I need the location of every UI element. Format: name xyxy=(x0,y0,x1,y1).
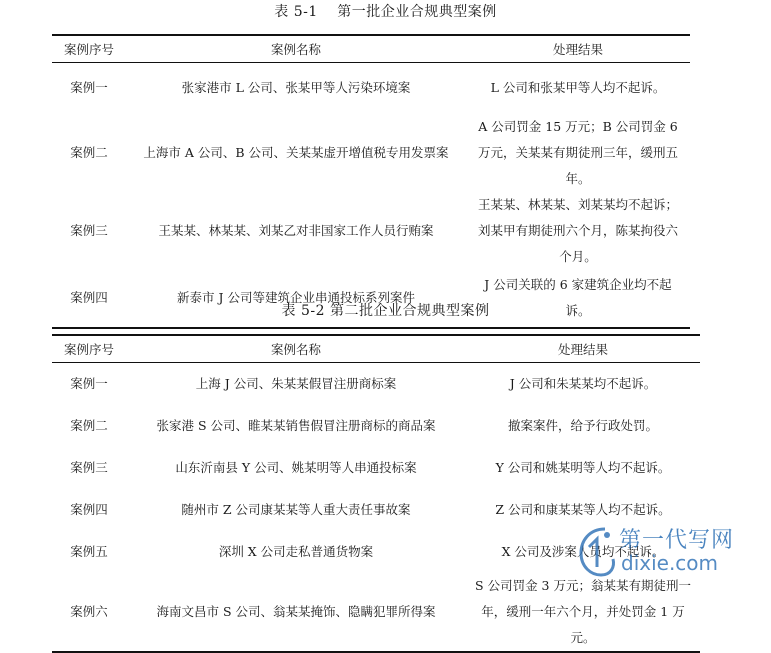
watermark xyxy=(575,521,765,581)
case-result: L 公司和张某甲等人均不起诉。 xyxy=(490,80,666,96)
case-number: 案例二 xyxy=(70,144,108,160)
case-name: 深圳 X 公司走私普通货物案 xyxy=(218,543,374,559)
case-result: X 公司及涉案人员均不起诉。 xyxy=(501,543,665,559)
table-row xyxy=(52,573,700,652)
case-name: 山东沂南县 Y 公司、姚某明等人串通投标案 xyxy=(175,459,417,475)
table2-header-name: 案例名称 xyxy=(126,335,466,363)
table1-header-result: 处理结果 xyxy=(466,35,690,63)
table2-header-no: 案例序号 xyxy=(52,335,126,363)
case-result: 撤案案件，给予行政处罚。 xyxy=(507,417,658,433)
table1-header-row xyxy=(52,35,690,63)
table-row xyxy=(52,363,700,405)
table1-header-no: 案例序号 xyxy=(52,35,126,63)
table-row xyxy=(52,447,700,489)
case-name: 张家港市 L 公司、张某甲等人污染环境案 xyxy=(181,80,411,96)
case-result: S 公司罚金 3 万元；翁某某有期徒刑一年，缓刑一年六个月，并处罚金 1 万元。 xyxy=(466,573,700,652)
case-result: J 公司关联的 6 家建筑企业均不起诉。 xyxy=(466,270,690,328)
table2-caption: 表 5-2 第二批企业合规典型案例 xyxy=(281,303,490,319)
case-number: 案例二 xyxy=(70,417,108,433)
case-result: Z 公司和康某某等人均不起诉。 xyxy=(495,501,671,517)
case-number: 案例六 xyxy=(52,573,126,652)
case-name: 上海 J 公司、朱某某假冒注册商标案 xyxy=(195,375,397,391)
table2-header-result: 处理结果 xyxy=(466,335,700,363)
case-name: 新泰市 J 公司等建筑企业串通投标系列案件 xyxy=(126,270,466,328)
table-row xyxy=(52,114,690,192)
case-name: 上海市 A 公司、B 公司、关某某虚开增值税专用发票案 xyxy=(143,144,449,160)
watermark-text: 第一代写网 xyxy=(619,528,735,553)
case-number: 案例四 xyxy=(70,501,108,517)
case-number: 案例一 xyxy=(70,80,108,96)
table-row xyxy=(52,405,700,447)
case-result: J 公司和朱某某均不起诉。 xyxy=(509,375,657,391)
table2-header-row xyxy=(52,335,700,363)
watermark-url: dixie.com xyxy=(621,551,719,575)
watermark-logo-icon xyxy=(575,523,619,579)
table1 xyxy=(52,34,690,329)
case-result: 王某某、林某某、刘某某均不起诉；刘某甲有期徒刑六个月，陈某拘役六个月。 xyxy=(477,196,678,264)
case-number: 案例三 xyxy=(70,222,108,238)
table1-caption: 表 5-1 第一批企业合规典型案例 xyxy=(274,4,497,20)
case-number: 案例三 xyxy=(70,459,108,475)
case-name: 张家港 S 公司、睢某某销售假冒注册商标的商品案 xyxy=(156,417,436,433)
case-number: 案例五 xyxy=(70,543,108,559)
case-number: 案例四 xyxy=(52,270,126,328)
case-result: Y 公司和姚某明等人均不起诉。 xyxy=(495,459,671,475)
table-row xyxy=(52,63,690,114)
table-row xyxy=(52,192,690,270)
table2 xyxy=(52,334,700,653)
case-result: A 公司罚金 15 万元；B 公司罚金 6 万元，关某某有期徒刑三年，缓刑五年。 xyxy=(477,118,678,186)
case-name: 王某某、林某某、刘某乙对非国家工作人员行贿案 xyxy=(158,222,434,238)
case-name: 随州市 Z 公司康某某等人重大责任事故案 xyxy=(181,501,411,517)
table1-header-name: 案例名称 xyxy=(126,35,466,63)
case-name: 海南文昌市 S 公司、翁某某掩饰、隐瞒犯罪所得案 xyxy=(126,573,466,652)
case-number: 案例一 xyxy=(70,375,108,391)
